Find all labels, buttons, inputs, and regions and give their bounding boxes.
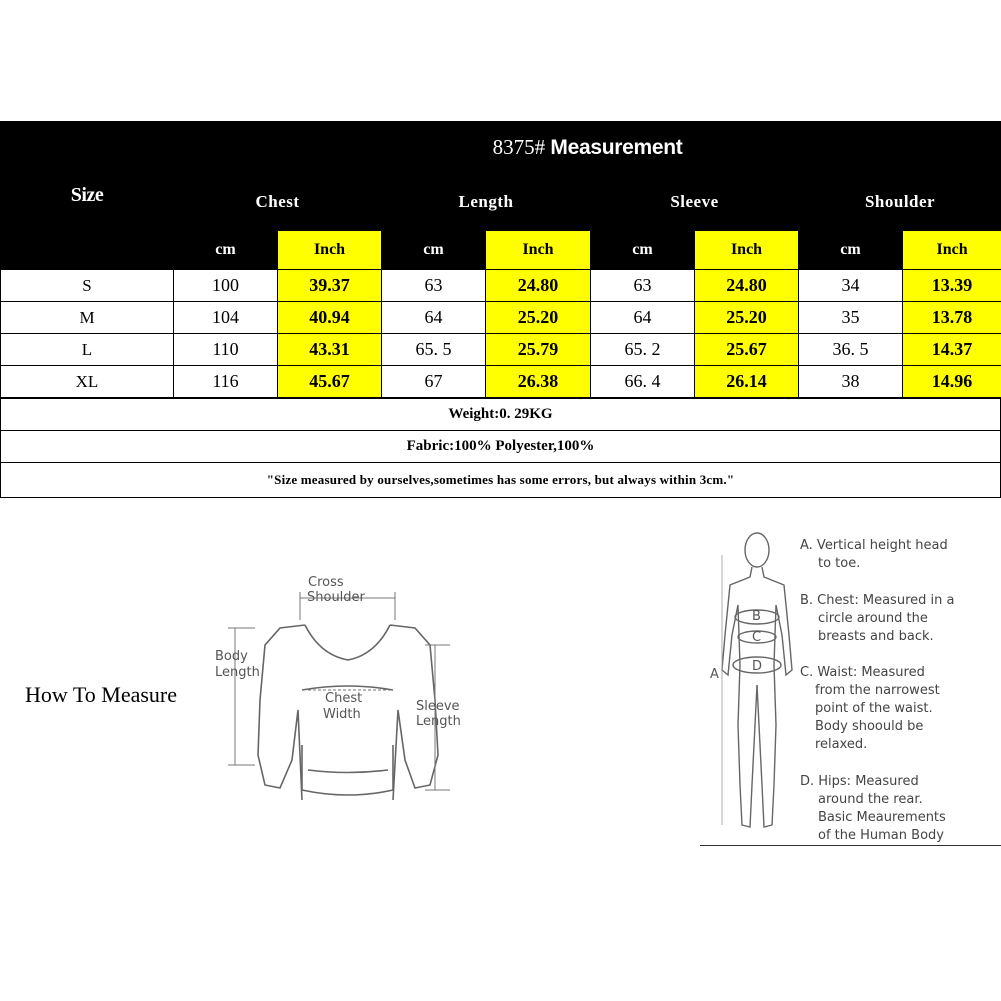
sleeve-inch-cell: 25.67	[695, 334, 799, 366]
unit-cm: cm	[382, 231, 486, 270]
size-table	[0, 121, 1001, 398]
label-sleeve: Sleeve	[416, 699, 460, 714]
table-row	[1, 270, 1001, 302]
unit-cm: cm	[799, 231, 903, 270]
unit-inch: Inch	[695, 231, 799, 270]
size-cell: L	[1, 334, 174, 366]
letter-d: D	[752, 659, 763, 674]
sleeve-inch-cell: 24.80	[695, 270, 799, 302]
group-sleeve: Sleeve	[591, 173, 799, 231]
shoulder-inch-cell: 13.78	[903, 302, 1001, 334]
sleeve-cm-cell: 63	[591, 270, 695, 302]
letter-b: B	[752, 609, 761, 624]
unit-cm: cm	[174, 231, 278, 270]
length-cm-cell: 67	[382, 366, 486, 398]
chest-cm-cell: 104	[174, 302, 278, 334]
size-cell: XL	[1, 366, 174, 398]
size-note: "Size measured by ourselves,sometimes has some errors, but always within 3cm."	[1, 463, 1001, 498]
length-cm-cell: 65. 5	[382, 334, 486, 366]
group-length: Length	[382, 173, 591, 231]
shoulder-inch-cell: 13.39	[903, 270, 1001, 302]
shoulder-inch-cell: 14.37	[903, 334, 1001, 366]
unit-inch: Inch	[278, 231, 382, 270]
label-cross: Cross	[308, 575, 344, 590]
length-inch-cell: 24.80	[486, 270, 591, 302]
title-text: Measurement	[550, 135, 683, 159]
shoulder-inch-cell: 14.96	[903, 366, 1001, 398]
divider	[700, 845, 1001, 846]
sleeve-inch-cell: 25.20	[695, 302, 799, 334]
length-cm-cell: 63	[382, 270, 486, 302]
note-b: B. Chest: Measured in a circle around the breasts and back.	[800, 593, 955, 644]
length-cm-cell: 64	[382, 302, 486, 334]
group-chest: Chest	[174, 173, 382, 231]
label-sleeve-length: Length	[416, 714, 461, 729]
size-cell: M	[1, 302, 174, 334]
chest-inch-cell: 40.94	[278, 302, 382, 334]
table-row	[1, 334, 1001, 366]
sleeve-cm-cell: 64	[591, 302, 695, 334]
sleeve-cm-cell: 66. 4	[591, 366, 695, 398]
label-chest: Chest	[325, 691, 363, 706]
note-a: A. Vertical height head to toe.	[800, 538, 948, 571]
chest-cm-cell: 110	[174, 334, 278, 366]
note-c: C. Waist: Measured from the narrowest point of the waist. Body shoould be relaxed.	[800, 665, 940, 752]
shoulder-cm-cell: 38	[799, 366, 903, 398]
chest-cm-cell: 116	[174, 366, 278, 398]
sleeve-inch-cell: 26.14	[695, 366, 799, 398]
table-row	[1, 366, 1001, 398]
length-inch-cell: 26.38	[486, 366, 591, 398]
letter-a: A	[710, 667, 719, 682]
size-cell: S	[1, 270, 174, 302]
unit-inch: Inch	[903, 231, 1001, 270]
group-shoulder: Shoulder	[799, 173, 1001, 231]
chest-inch-cell: 45.67	[278, 366, 382, 398]
length-inch-cell: 25.20	[486, 302, 591, 334]
fabric-text: Fabric:100% Polyester,100%	[1, 431, 1001, 463]
letter-c: C	[752, 630, 762, 645]
how-to-measure-title: How To Measure	[25, 682, 178, 707]
label-shoulder: Shoulder	[307, 590, 365, 605]
table-row	[1, 302, 1001, 334]
shoulder-cm-cell: 34	[799, 270, 903, 302]
chest-inch-cell: 43.31	[278, 334, 382, 366]
label-body-length: Length	[215, 665, 260, 680]
size-header: Size	[1, 122, 174, 270]
info-table	[0, 398, 1001, 498]
label-width: Width	[323, 707, 361, 722]
chest-inch-cell: 39.37	[278, 270, 382, 302]
length-inch-cell: 25.79	[486, 334, 591, 366]
unit-inch: Inch	[486, 231, 591, 270]
title-code: 8375#	[492, 134, 546, 159]
size-chart	[0, 121, 1001, 498]
label-body: Body	[215, 649, 248, 664]
unit-cm: cm	[591, 231, 695, 270]
shoulder-cm-cell: 35	[799, 302, 903, 334]
chest-cm-cell: 100	[174, 270, 278, 302]
weight-text: Weight:0. 29KG	[1, 399, 1001, 431]
table-title	[174, 122, 1001, 173]
shoulder-cm-cell: 36. 5	[799, 334, 903, 366]
sleeve-cm-cell: 65. 2	[591, 334, 695, 366]
note-d: D. Hips: Measured around the rear. Basic Meaurements of the Human Body	[800, 774, 946, 843]
sweater-diagram	[210, 570, 480, 800]
